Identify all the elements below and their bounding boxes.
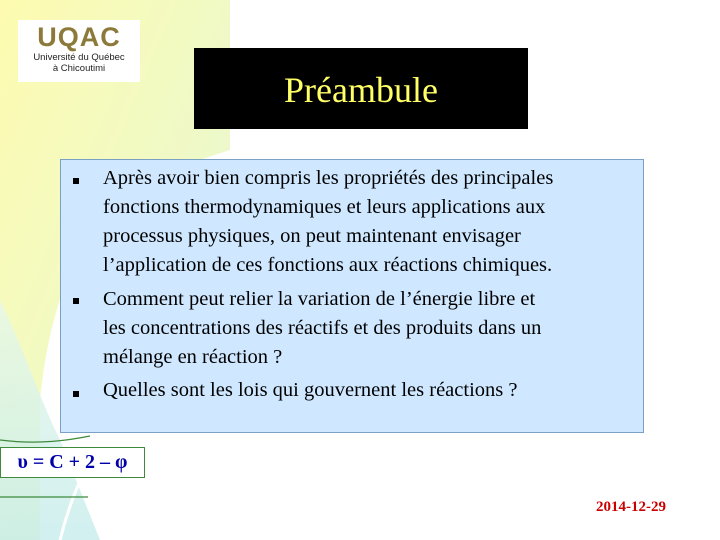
bullet-1-line-3: processus physiques, on peut maintenant envisager [103, 225, 521, 247]
logo-mark: UQAC [37, 22, 121, 52]
bullet-1-line-1: Après avoir bien compris les propriétés des principales [103, 167, 554, 189]
content-box [60, 159, 644, 433]
bullet-marker-3 [73, 391, 79, 397]
bullet-2-line-2: les concentrations des réactifs et des produits dans un [103, 317, 542, 339]
bullet-2 [103, 285, 541, 372]
title-box [194, 48, 528, 129]
slide-title: Préambule [284, 69, 438, 110]
bullet-2-line-1: Comment peut relier la variation de l’énergie libre et [103, 288, 536, 310]
uqac-logo [18, 20, 140, 82]
bullet-marker-2 [73, 298, 79, 304]
bullet-3 [103, 376, 517, 405]
phase-rule-formula: υ = C + 2 – φ [17, 451, 128, 473]
bullet-1 [103, 164, 553, 280]
bullet-1-line-2: fonctions thermodynamiques et leurs applications aux [103, 196, 546, 218]
formula-box [0, 447, 145, 478]
bullet-1-line-4: l’application de ces fonctions aux réactions chimiques. [103, 254, 553, 276]
logo-subtitle-2: à Chicoutimi [52, 63, 106, 74]
bullet-3-line-1: Quelles sont les lois qui gouvernent les réactions ? [103, 379, 518, 401]
slide-date: 2014-12-29 [596, 499, 666, 515]
bullet-2-line-3: mélange en réaction ? [103, 346, 283, 368]
bullet-marker-1 [73, 178, 79, 184]
logo-subtitle-1: Université du Québec [33, 52, 125, 63]
